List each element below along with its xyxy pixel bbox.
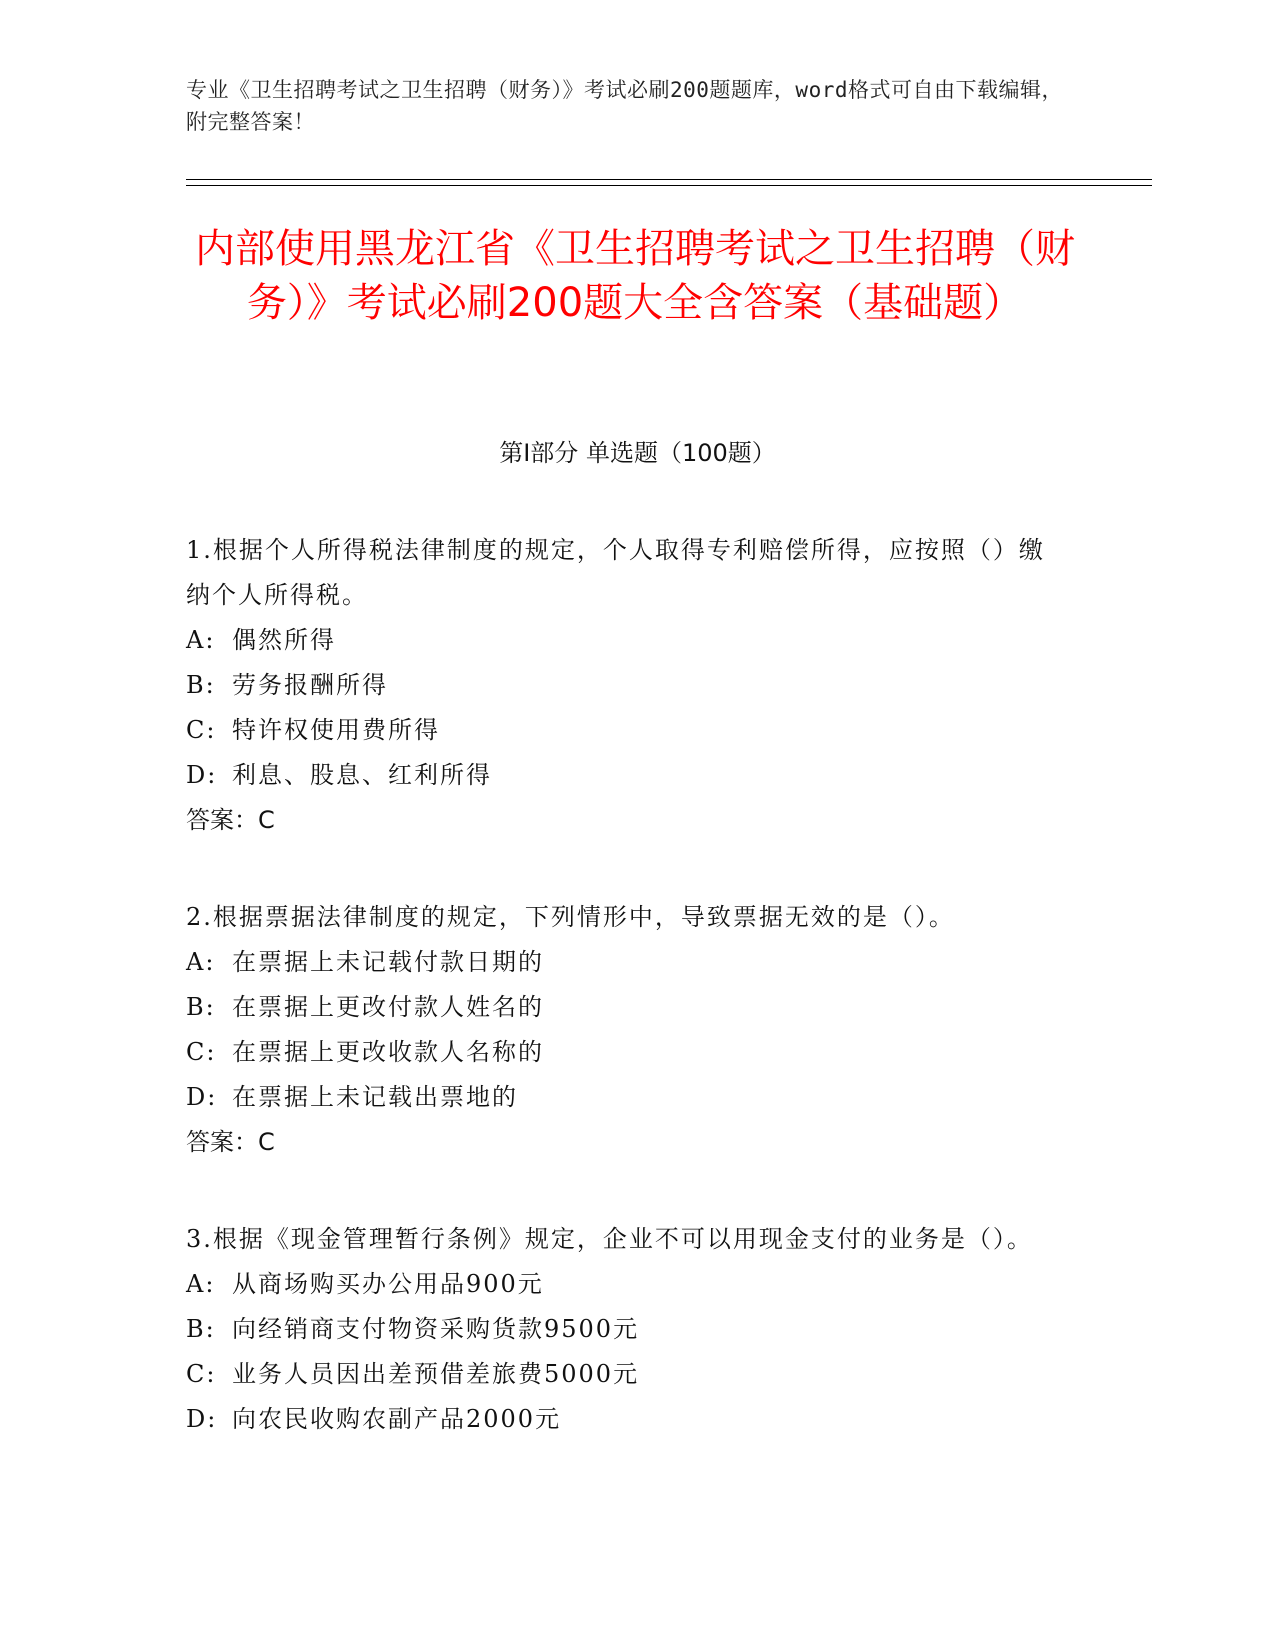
question-stem: 3.根据《现金管理暂行条例》规定，企业不可以用现金支付的业务是（）。 xyxy=(186,1225,1033,1253)
answer: 答案：C xyxy=(186,806,275,834)
option-text: 特许权使用费所得 xyxy=(232,716,440,744)
option-text: 劳务报酬所得 xyxy=(232,671,388,699)
option-key: C: xyxy=(186,716,217,744)
question-stem: 1.根据个人所得税法律制度的规定，个人取得专利赔偿所得，应按照（）缴纳个人所得税。 xyxy=(186,536,1045,609)
answer: 答案：C xyxy=(186,1128,275,1156)
option-d xyxy=(186,753,1066,798)
option-text: 在票据上更改收款人名称的 xyxy=(232,1038,544,1066)
option-b xyxy=(186,985,1066,1030)
option-key: D: xyxy=(186,1405,218,1433)
option-a xyxy=(186,618,1066,663)
question-stem: 2.根据票据法律制度的规定，下列情形中，导致票据无效的是（）。 xyxy=(186,903,955,931)
option-c xyxy=(186,1030,1066,1075)
option-key: D: xyxy=(186,1083,218,1111)
option-text: 偶然所得 xyxy=(232,626,336,654)
option-c xyxy=(186,708,1066,753)
option-key: C: xyxy=(186,1360,217,1388)
option-key: C: xyxy=(186,1038,217,1066)
option-text: 向经销商支付物资采购货款9500元 xyxy=(232,1315,640,1343)
question-3 xyxy=(186,1217,1066,1442)
option-b xyxy=(186,1307,1066,1352)
option-a xyxy=(186,940,1066,985)
option-text: 利息、股息、红利所得 xyxy=(232,761,492,789)
option-d xyxy=(186,1075,1066,1120)
option-key: B: xyxy=(186,671,216,699)
option-c xyxy=(186,1352,1066,1397)
header-divider-top xyxy=(186,179,1152,180)
question-2 xyxy=(186,895,1066,1165)
option-text: 在票据上更改付款人姓名的 xyxy=(232,993,544,1021)
option-key: D: xyxy=(186,761,218,789)
question-1 xyxy=(186,528,1066,843)
option-text: 业务人员因出差预借差旅费5000元 xyxy=(232,1360,640,1388)
document-title: 内部使用黑龙江省《卫生招聘考试之卫生招聘（财务）》考试必刷200题大全含答案（基础题） xyxy=(195,226,1075,326)
option-text: 在票据上未记载出票地的 xyxy=(232,1083,518,1111)
option-b xyxy=(186,663,1066,708)
option-d xyxy=(186,1397,1066,1442)
header-divider-bottom xyxy=(186,185,1152,186)
option-text: 向农民收购农副产品2000元 xyxy=(232,1405,562,1433)
option-key: B: xyxy=(186,1315,216,1343)
option-key: B: xyxy=(186,993,216,1021)
question-list xyxy=(186,528,1066,1494)
option-a xyxy=(186,1262,1066,1307)
option-key: A: xyxy=(186,1270,216,1298)
option-text: 从商场购买办公用品900元 xyxy=(232,1270,544,1298)
header-note: 专业《卫生招聘考试之卫生招聘（财务）》考试必刷200题题库，word格式可自由下载编辑，附完整答案！ xyxy=(186,78,1063,134)
option-key: A: xyxy=(186,948,216,976)
option-text: 在票据上未记载付款日期的 xyxy=(232,948,544,976)
option-key: A: xyxy=(186,626,216,654)
section-title: 第I部分 单选题（100题） xyxy=(499,439,776,467)
